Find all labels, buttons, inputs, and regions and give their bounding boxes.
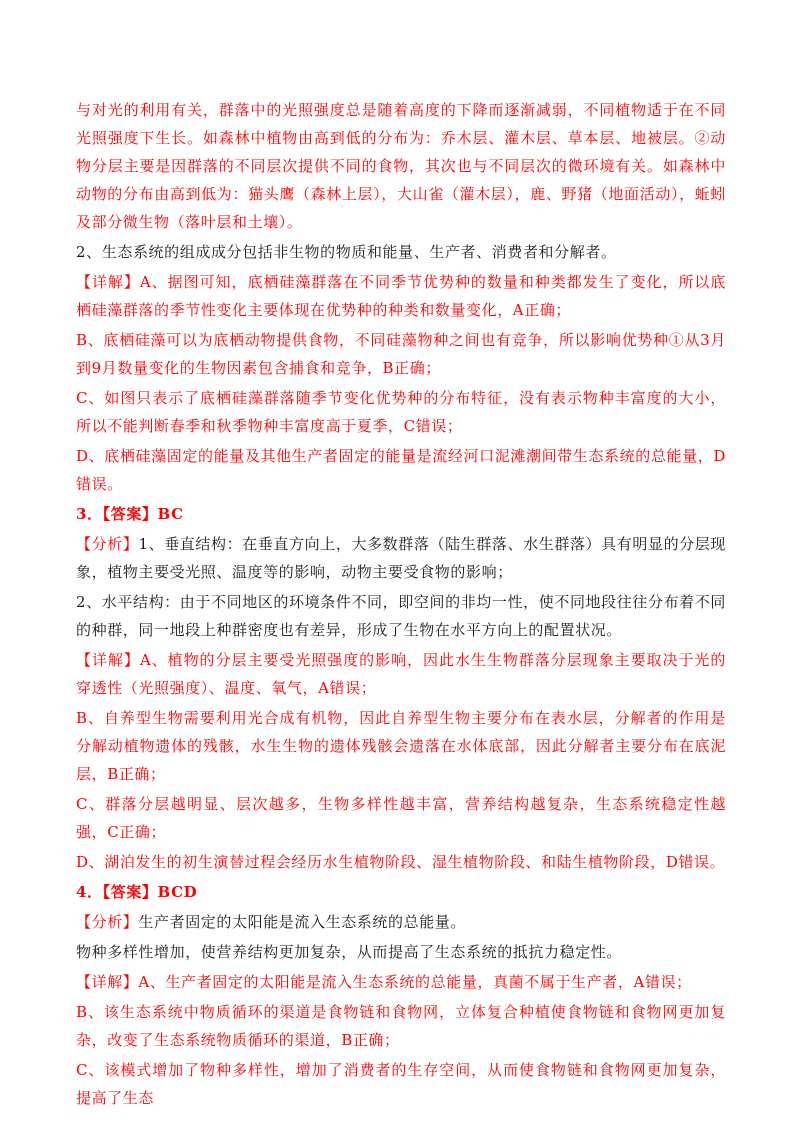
paragraph-5	[76, 384, 726, 440]
paragraph-13	[76, 848, 726, 876]
paragraph-text: 与对光的利用有关，群落中的光照强度总是随着高度的下降而逐渐减弱，不同植物适于在不同光照强度下生长。如森林中植物由高到低的分布为：乔木层、灌木层、草本层、地被层。②动物分层主要是因群落的不同层次提供不同的食物，其次也与不同层次的微环境有关。如森林中动物的分布由高到低为：猫头鹰（森林上层），大山雀（灌木层），鹿、野猪（地面活动），蚯蚓及部分微生物（落叶层和土壤）。	[76, 101, 726, 231]
paragraph-text: B、底栖硅藻可以为底栖动物提供食物，不同硅藻物种之间也有竞争，所以影响优势种①从3月到9月数量变化的生物因素包含捕食和竞争，B正确；	[76, 331, 726, 377]
paragraph-text: 1、垂直结构：在垂直方向上，大多数群落（陆生群落、水生群落）具有明显的分层现象，植物主要受光照、温度等的影响，动物主要受食物的影响；	[76, 535, 726, 581]
paragraph-10	[76, 646, 726, 702]
paragraph-19	[76, 1056, 726, 1112]
paragraph-text: D、底栖硅藻固定的能量及其他生产者固定的能量是流经河口泥滩潮间带生态系统的总能量，D错误。	[76, 447, 726, 493]
paragraph-text: 2、生态系统的组成成分包括非生物的物质和能量、生产者、消费者和分解者。	[76, 243, 617, 261]
paragraph-text: A、植物的分层主要受光照强度的影响，因此水生生物群落分层现象主要取决于光的穿透性（光照强度）、温度、氧气，A错误；	[76, 651, 726, 697]
section-tag: 【详解】	[76, 973, 139, 991]
paragraph-text: A、生产者固定的太阳能是流入生态系统的总能量，真菌不属于生产者，A错误；	[138, 973, 692, 991]
paragraph-2	[76, 238, 726, 266]
paragraph-15	[76, 908, 726, 936]
paragraph-text: 物种多样性增加，使营养结构更加复杂，从而提高了生态系统的抵抗力稳定性。	[76, 943, 623, 961]
paragraph-text: C、群落分层越明显、层次越多，生物多样性越丰富，营养结构越复杂，生态系统稳定性越强，C正确；	[76, 795, 726, 841]
paragraph-text: 3．【答案】BC	[76, 505, 184, 523]
paragraph-17	[76, 968, 726, 996]
paragraph-text: 2、水平结构：由于不同地区的环境条件不同，即空间的非均一性，使不同地段往往分布着不同的种群，同一地段上种群密度也有差异，形成了生物在水平方向上的配置状况。	[76, 593, 726, 639]
paragraph-text: C、如图只表示了底栖硅藻群落随季节变化优势种的分布特征，没有表示物种丰富度的大小，所以不能判断春季和秋季物种丰富度高于夏季，C错误；	[76, 389, 726, 435]
paragraph-9	[76, 588, 726, 644]
paragraph-12	[76, 790, 726, 846]
section-tag: 【详解】	[76, 651, 140, 669]
paragraph-text: B、该生态系统中物质循环的渠道是食物链和食物网，立体复合种植使食物链和食物网更加复杂，改变了生态系统物质循环的渠道，B正确；	[76, 1003, 726, 1049]
answer-heading-4	[76, 878, 726, 906]
answer-heading-3	[76, 500, 726, 528]
section-tag: 【详解】	[76, 273, 140, 291]
paragraph-text: 4．【答案】BCD	[76, 883, 198, 901]
paragraph-text: C、该模式增加了物种多样性，增加了消费者的生存空间，从而使食物链和食物网更加复杂，提高了生态	[76, 1061, 726, 1107]
paragraph-11	[76, 704, 726, 788]
paragraph-6	[76, 442, 726, 498]
paragraph-4	[76, 326, 726, 382]
paragraph-8	[76, 530, 726, 586]
paragraph-16	[76, 938, 726, 966]
paragraph-18	[76, 998, 726, 1054]
paragraph-text: B、自养型生物需要利用光合成有机物，因此自养型生物主要分布在表水层，分解者的作用是分解动植物遗体的残骸，水生生物的遗体残骸会遗落在水体底部，因此分解者主要分布在底泥层，B正确；	[76, 709, 726, 783]
section-tag: 【分析】	[76, 913, 139, 931]
paragraph-3	[76, 268, 726, 324]
paragraph-1	[76, 96, 726, 236]
section-tag: 【分析】	[76, 535, 139, 553]
paragraph-text: A、据图可知，底栖硅藻群落在不同季节优势种的数量和种类都发生了变化，所以底栖硅藻群落的季节性变化主要体现在优势种的种类和数量变化，A正确；	[76, 273, 726, 319]
paragraph-text: D、湖泊发生的初生演替过程会经历水生植物阶段、湿生植物阶段、和陆生植物阶段，D错误。	[76, 853, 726, 871]
paragraph-text: 生产者固定的太阳能是流入生态系统的总能量。	[138, 913, 467, 931]
